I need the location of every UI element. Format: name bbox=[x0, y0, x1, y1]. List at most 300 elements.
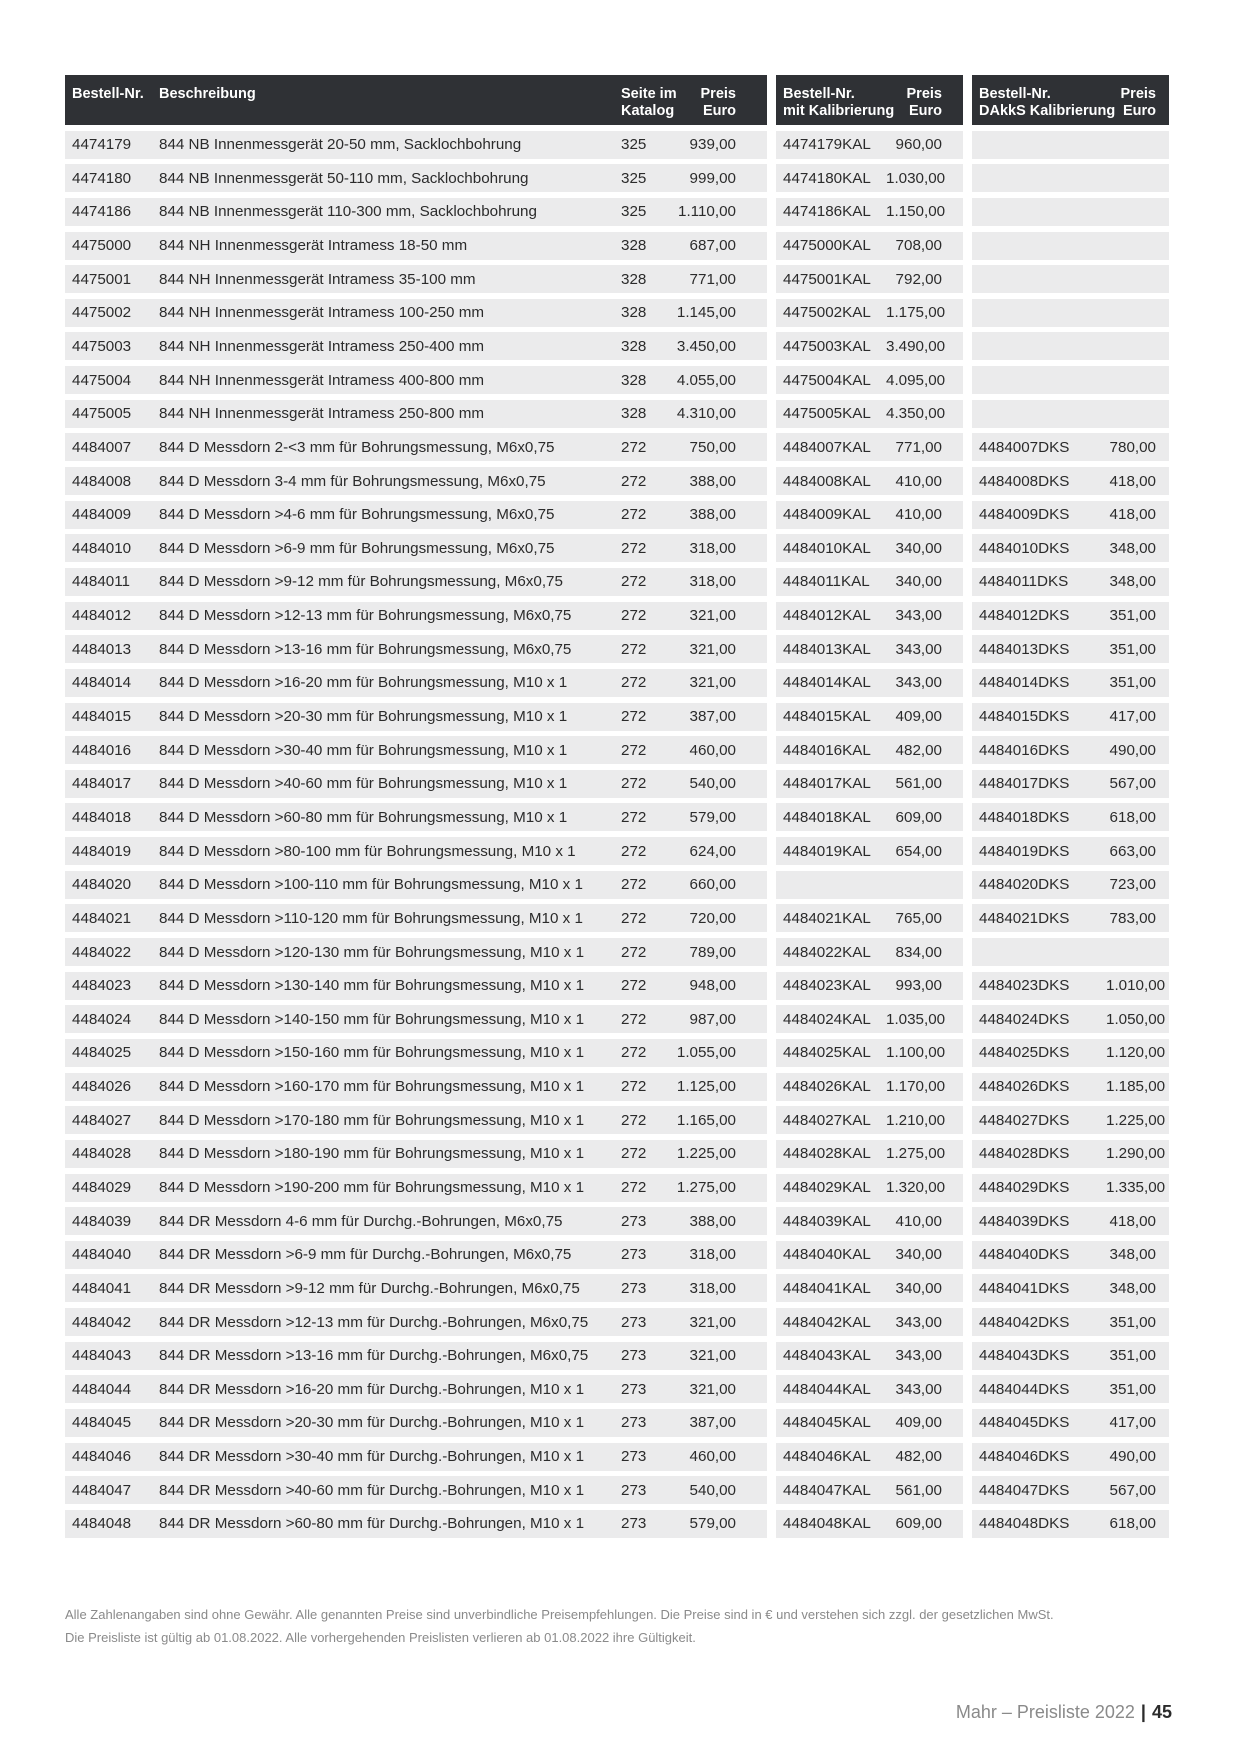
cell-cal-price: 1.170,00 bbox=[886, 1078, 946, 1096]
cell-dakks-order-number: 4484040DKS bbox=[979, 1246, 1070, 1264]
cell-dakks-order-number: 4484025DKS bbox=[979, 1044, 1070, 1062]
cell-dakks-order-number: 4484029DKS bbox=[979, 1179, 1070, 1196]
cell-dakks-order-number: 4484043DKS bbox=[979, 1347, 1070, 1365]
cell-cal-order-number: 4484017KAL bbox=[783, 775, 871, 793]
cell-price: 387,00 bbox=[689, 1414, 736, 1432]
cell-dakks-price: 348,00 bbox=[1109, 539, 1156, 557]
cell-dakks-order-number: 4484024DKS bbox=[979, 1010, 1070, 1028]
row-block-dakks bbox=[972, 736, 1169, 764]
cell-dakks-price: 618,00 bbox=[1109, 808, 1156, 826]
cell-dakks-price: 418,00 bbox=[1109, 1212, 1156, 1230]
cell-dakks-order-number: 4484012DKS bbox=[979, 607, 1070, 625]
table-row bbox=[65, 366, 1169, 394]
row-block-calibration bbox=[776, 871, 963, 899]
cell-catalog-page: 272 bbox=[621, 640, 647, 658]
cell-catalog-page: 273 bbox=[621, 1212, 647, 1230]
table-row bbox=[65, 164, 1169, 192]
table-row bbox=[65, 635, 1169, 663]
cell-cal-order-number: 4484026KAL bbox=[783, 1078, 871, 1096]
row-block-calibration bbox=[776, 1342, 963, 1370]
cell-price: 1.110,00 bbox=[678, 203, 736, 221]
cell-catalog-page: 272 bbox=[621, 775, 647, 793]
cell-price: 388,00 bbox=[689, 1212, 736, 1230]
cell-cal-price: 343,00 bbox=[895, 607, 942, 625]
cell-description: 844 D Messdorn >180-190 mm für Bohrungsmessung, M10 x 1 bbox=[159, 1145, 585, 1163]
cell-cal-price: 410,00 bbox=[895, 1212, 942, 1230]
row-block-calibration bbox=[776, 1241, 963, 1269]
row-block-main bbox=[65, 635, 767, 663]
cell-catalog-page: 328 bbox=[621, 237, 647, 255]
cell-dakks-price: 418,00 bbox=[1109, 472, 1156, 490]
row-block-main bbox=[65, 131, 767, 159]
footnote-line1: Alle Zahlenangaben sind ohne Gewähr. Alle genannten Preise sind unverbindliche Preisempfehlungen. Die Preise sind in € und verstehen sich zzgl. der gesetzlichen MwSt. bbox=[65, 1607, 1054, 1622]
cell-description: 844 DR Messdorn >60-80 mm für Durchg.-Bohrungen, M10 x 1 bbox=[159, 1515, 585, 1533]
cell-price: 1.275,00 bbox=[676, 1179, 736, 1196]
cell-cal-price: 561,00 bbox=[895, 775, 942, 793]
header-order-number: Bestell-Nr. bbox=[72, 86, 144, 102]
cell-cal-order-number: 4484015KAL bbox=[783, 708, 871, 726]
cell-description: 844 DR Messdorn >6-9 mm für Durchg.-Bohrungen, M6x0,75 bbox=[159, 1246, 572, 1264]
cell-catalog-page: 272 bbox=[621, 607, 647, 625]
row-block-calibration bbox=[776, 904, 963, 932]
cell-cal-price: 1.150,00 bbox=[886, 203, 946, 221]
cell-description: 844 D Messdorn 2-<3 mm für Bohrungsmessung, M6x0,75 bbox=[159, 438, 555, 456]
header-price-line2: Euro bbox=[702, 103, 736, 119]
row-block-calibration bbox=[776, 736, 963, 764]
cell-order-number: 4484044 bbox=[72, 1380, 132, 1398]
row-block-dakks bbox=[972, 265, 1169, 293]
cell-dakks-price: 663,00 bbox=[1109, 842, 1156, 860]
cell-cal-order-number: 4484011KAL bbox=[783, 573, 870, 591]
row-block-main bbox=[65, 803, 767, 831]
cell-cal-price: 340,00 bbox=[895, 573, 942, 591]
cell-dakks-order-number: 4484039DKS bbox=[979, 1212, 1070, 1230]
cell-order-number: 4484024 bbox=[72, 1010, 132, 1028]
cell-cal-order-number: 4475002KAL bbox=[783, 304, 871, 322]
cell-dakks-order-number: 4484007DKS bbox=[979, 438, 1070, 456]
cell-dakks-order-number: 4484028DKS bbox=[979, 1145, 1070, 1163]
header-cal-order-number-line1: Bestell-Nr. bbox=[783, 86, 855, 102]
cell-description: 844 D Messdorn >110-120 mm für Bohrungsmessung, M10 x 1 bbox=[159, 909, 583, 927]
cell-price: 540,00 bbox=[689, 1481, 736, 1499]
cell-dakks-price: 1.185,00 bbox=[1106, 1078, 1166, 1096]
cell-catalog-page: 325 bbox=[621, 136, 647, 154]
row-block-main bbox=[65, 1443, 767, 1471]
cell-cal-order-number: 4474179KAL bbox=[783, 136, 871, 154]
cell-cal-order-number: 4484014KAL bbox=[783, 674, 871, 692]
cell-order-number: 4484018 bbox=[72, 808, 132, 826]
row-block-dakks bbox=[972, 635, 1169, 663]
cell-catalog-page: 272 bbox=[621, 808, 647, 826]
cell-dakks-price: 723,00 bbox=[1109, 876, 1156, 894]
cell-catalog-page: 273 bbox=[621, 1380, 647, 1398]
cell-catalog-page: 328 bbox=[621, 304, 647, 322]
cell-catalog-page: 272 bbox=[621, 438, 647, 456]
cell-price: 1.055,00 bbox=[676, 1044, 736, 1062]
cell-cal-order-number: 4484010KAL bbox=[783, 539, 871, 557]
table-row bbox=[65, 1409, 1169, 1437]
cell-dakks-order-number: 4484016DKS bbox=[979, 741, 1070, 759]
cell-order-number: 4484021 bbox=[72, 909, 132, 927]
table-row bbox=[65, 703, 1169, 731]
row-block-dakks bbox=[972, 1106, 1169, 1134]
row-block-main bbox=[65, 1039, 767, 1067]
cell-order-number: 4484043 bbox=[72, 1347, 132, 1365]
table-row bbox=[65, 938, 1169, 966]
cell-description: 844 DR Messdorn >13-16 mm für Durchg.-Bohrungen, M6x0,75 bbox=[159, 1347, 589, 1365]
cell-dakks-order-number: 4484042DKS bbox=[979, 1313, 1070, 1331]
cell-order-number: 4484045 bbox=[72, 1414, 132, 1432]
cell-description: 844 D Messdorn >30-40 mm für Bohrungsmessung, M10 x 1 bbox=[159, 741, 568, 759]
cell-dakks-order-number: 4484048DKS bbox=[979, 1515, 1070, 1533]
cell-description: 844 D Messdorn 3-4 mm für Bohrungsmessung, M6x0,75 bbox=[159, 472, 546, 490]
cell-description: 844 NH Innenmessgerät Intramess 35-100 mm bbox=[159, 270, 476, 288]
row-block-dakks bbox=[972, 1443, 1169, 1471]
cell-dakks-order-number: 4484008DKS bbox=[979, 472, 1070, 490]
cell-description: 844 D Messdorn >6-9 mm für Bohrungsmessung, M6x0,75 bbox=[159, 539, 555, 557]
cell-cal-order-number: 4484040KAL bbox=[783, 1246, 871, 1264]
cell-catalog-page: 272 bbox=[621, 506, 647, 524]
row-block-calibration bbox=[776, 366, 963, 394]
cell-dakks-price: 783,00 bbox=[1109, 909, 1156, 927]
cell-price: 388,00 bbox=[689, 506, 736, 524]
cell-order-number: 4484022 bbox=[72, 943, 132, 961]
row-block-dakks bbox=[972, 703, 1169, 731]
header-catalog-page-line1: Seite im bbox=[621, 86, 677, 102]
cell-price: 321,00 bbox=[689, 1380, 736, 1398]
cell-price: 4.310,00 bbox=[676, 405, 736, 423]
table-row bbox=[65, 803, 1169, 831]
cell-cal-order-number: 4484018KAL bbox=[783, 808, 871, 826]
row-block-main bbox=[65, 938, 767, 966]
cell-order-number: 4484040 bbox=[72, 1246, 132, 1264]
cell-dakks-order-number: 4484017DKS bbox=[979, 775, 1070, 793]
page-footer-separator: | bbox=[1140, 1702, 1146, 1722]
row-block-calibration bbox=[776, 400, 963, 428]
cell-catalog-page: 272 bbox=[621, 674, 647, 692]
row-block-dakks bbox=[972, 1274, 1169, 1302]
cell-catalog-page: 272 bbox=[621, 539, 647, 557]
table-row bbox=[65, 534, 1169, 562]
cell-cal-price: 1.320,00 bbox=[886, 1179, 946, 1196]
cell-price: 1.165,00 bbox=[676, 1111, 736, 1129]
cell-catalog-page: 272 bbox=[621, 1145, 647, 1163]
row-block-dakks bbox=[972, 534, 1169, 562]
row-block-main bbox=[65, 232, 767, 260]
cell-catalog-page: 328 bbox=[621, 270, 647, 288]
table-row bbox=[65, 972, 1169, 1000]
cell-cal-order-number: 4484023KAL bbox=[783, 977, 871, 995]
cell-price: 460,00 bbox=[689, 1448, 736, 1466]
cell-cal-price: 4.095,00 bbox=[886, 371, 946, 389]
cell-price: 987,00 bbox=[689, 1010, 736, 1028]
cell-catalog-page: 273 bbox=[621, 1313, 647, 1331]
cell-dakks-price: 1.225,00 bbox=[1106, 1111, 1166, 1129]
table-row bbox=[65, 1274, 1169, 1302]
cell-order-number: 4484013 bbox=[72, 640, 132, 658]
cell-description: 844 D Messdorn >170-180 mm für Bohrungsmessung, M10 x 1 bbox=[159, 1111, 585, 1129]
row-block-calibration bbox=[776, 669, 963, 697]
cell-description: 844 NB Innenmessgerät 20-50 mm, Sacklochbohrung bbox=[159, 136, 522, 154]
table-row bbox=[65, 1443, 1169, 1471]
cell-cal-order-number: 4484044KAL bbox=[783, 1380, 871, 1398]
table-row bbox=[65, 265, 1169, 293]
cell-price: 750,00 bbox=[689, 438, 736, 456]
cell-catalog-page: 272 bbox=[621, 573, 647, 591]
row-block-dakks bbox=[972, 770, 1169, 798]
cell-cal-order-number: 4475001KAL bbox=[783, 270, 871, 288]
table-header bbox=[65, 75, 1169, 125]
row-block-calibration bbox=[776, 770, 963, 798]
table-row bbox=[65, 1140, 1169, 1168]
cell-catalog-page: 272 bbox=[621, 708, 647, 726]
cell-cal-order-number: 4484042KAL bbox=[783, 1313, 871, 1331]
cell-price: 318,00 bbox=[689, 539, 736, 557]
cell-cal-price: 654,00 bbox=[895, 842, 942, 860]
cell-dakks-price: 418,00 bbox=[1109, 506, 1156, 524]
row-block-calibration bbox=[776, 501, 963, 529]
header-dakks-order-number bbox=[972, 75, 1116, 125]
row-block-calibration bbox=[776, 1005, 963, 1033]
cell-cal-order-number: 4484039KAL bbox=[783, 1212, 871, 1230]
row-block-dakks bbox=[972, 1140, 1169, 1168]
cell-dakks-price: 1.050,00 bbox=[1106, 1010, 1166, 1028]
table-row bbox=[65, 501, 1169, 529]
cell-price: 460,00 bbox=[689, 741, 736, 759]
cell-order-number: 4484028 bbox=[72, 1145, 132, 1163]
cell-catalog-page: 273 bbox=[621, 1515, 647, 1533]
cell-cal-order-number: 4474180KAL bbox=[783, 169, 871, 187]
cell-description: 844 DR Messdorn >9-12 mm für Durchg.-Bohrungen, M6x0,75 bbox=[159, 1279, 580, 1297]
footnote-line2: Die Preisliste ist gültig ab 01.08.2022. Alle vorhergehenden Preislisten verlieren ab 01.08.2022 ihre Gültigkeit. bbox=[65, 1630, 696, 1645]
cell-description: 844 NB Innenmessgerät 110-300 mm, Sacklochbohrung bbox=[159, 203, 537, 221]
cell-cal-order-number: 4484012KAL bbox=[783, 607, 871, 625]
row-block-dakks bbox=[972, 299, 1169, 327]
header-cal-price-line1: Preis bbox=[906, 86, 942, 102]
cell-dakks-price: 1.120,00 bbox=[1106, 1044, 1166, 1062]
header-price-line1: Preis bbox=[700, 86, 736, 102]
cell-dakks-price: 490,00 bbox=[1109, 741, 1156, 759]
row-block-calibration bbox=[776, 1308, 963, 1336]
cell-cal-order-number: 4484007KAL bbox=[783, 438, 871, 456]
cell-order-number: 4474180 bbox=[72, 169, 132, 187]
cell-dakks-order-number: 4484021DKS bbox=[979, 909, 1070, 927]
row-block-dakks bbox=[972, 332, 1169, 360]
cell-cal-price: 340,00 bbox=[895, 539, 942, 557]
table-body bbox=[65, 131, 1169, 1538]
cell-description: 844 NH Innenmessgerät Intramess 18-50 mm bbox=[159, 237, 468, 255]
cell-description: 844 NB Innenmessgerät 50-110 mm, Sacklochbohrung bbox=[159, 169, 529, 187]
row-block-calibration bbox=[776, 433, 963, 461]
table-row bbox=[65, 1174, 1169, 1202]
cell-cal-price: 343,00 bbox=[895, 640, 942, 658]
cell-cal-price: 765,00 bbox=[895, 909, 942, 927]
row-block-calibration bbox=[776, 837, 963, 865]
page-footer bbox=[956, 1702, 1172, 1723]
cell-description: 844 DR Messdorn >12-13 mm für Durchg.-Bohrungen, M6x0,75 bbox=[159, 1313, 589, 1331]
cell-dakks-price: 490,00 bbox=[1109, 1448, 1156, 1466]
cell-price: 789,00 bbox=[689, 943, 736, 961]
cell-dakks-price: 351,00 bbox=[1109, 674, 1156, 692]
cell-description: 844 D Messdorn >120-130 mm für Bohrungsmessung, M10 x 1 bbox=[159, 943, 585, 961]
cell-catalog-page: 272 bbox=[621, 1179, 647, 1196]
cell-cal-order-number: 4475005KAL bbox=[783, 405, 871, 423]
table-row bbox=[65, 1510, 1169, 1538]
row-block-dakks bbox=[972, 871, 1169, 899]
row-block-main bbox=[65, 534, 767, 562]
row-block-dakks bbox=[972, 164, 1169, 192]
cell-cal-price: 482,00 bbox=[895, 1448, 942, 1466]
cell-dakks-order-number: 4484023DKS bbox=[979, 977, 1070, 995]
footnote bbox=[65, 1603, 1054, 1649]
cell-cal-price: 1.035,00 bbox=[886, 1010, 946, 1028]
cell-description: 844 D Messdorn >80-100 mm für Bohrungsmessung, M10 x 1 bbox=[159, 842, 576, 860]
cell-price: 1.145,00 bbox=[676, 304, 736, 322]
cell-order-number: 4474186 bbox=[72, 203, 132, 221]
cell-order-number: 4484026 bbox=[72, 1078, 132, 1096]
cell-cal-price: 3.490,00 bbox=[886, 337, 946, 355]
cell-description: 844 D Messdorn >9-12 mm für Bohrungsmessung, M6x0,75 bbox=[159, 573, 563, 591]
cell-dakks-price: 348,00 bbox=[1109, 1246, 1156, 1264]
row-block-calibration bbox=[776, 131, 963, 159]
table-row bbox=[65, 1308, 1169, 1336]
cell-price: 948,00 bbox=[689, 977, 736, 995]
row-block-dakks bbox=[972, 1308, 1169, 1336]
table-row bbox=[65, 131, 1169, 159]
row-block-calibration bbox=[776, 602, 963, 630]
row-block-dakks bbox=[972, 1005, 1169, 1033]
row-block-dakks bbox=[972, 1039, 1169, 1067]
cell-description: 844 DR Messdorn 4-6 mm für Durchg.-Bohrungen, M6x0,75 bbox=[159, 1212, 563, 1230]
row-block-dakks bbox=[972, 1409, 1169, 1437]
row-block-dakks bbox=[972, 400, 1169, 428]
cell-order-number: 4475005 bbox=[72, 405, 132, 423]
cell-cal-price: 561,00 bbox=[895, 1481, 942, 1499]
row-block-calibration bbox=[776, 803, 963, 831]
cell-dakks-order-number: 4484015DKS bbox=[979, 708, 1070, 726]
cell-description: 844 D Messdorn >140-150 mm für Bohrungsmessung, M10 x 1 bbox=[159, 1010, 585, 1028]
row-block-calibration bbox=[776, 1409, 963, 1437]
cell-catalog-page: 272 bbox=[621, 909, 647, 927]
table-row bbox=[65, 1106, 1169, 1134]
cell-cal-order-number: 4484028KAL bbox=[783, 1145, 871, 1163]
cell-order-number: 4484011 bbox=[72, 573, 130, 591]
cell-order-number: 4484042 bbox=[72, 1313, 132, 1331]
row-block-dakks bbox=[972, 602, 1169, 630]
row-block-main bbox=[65, 501, 767, 529]
cell-description: 844 NH Innenmessgerät Intramess 100-250 mm bbox=[159, 304, 484, 322]
cell-catalog-page: 272 bbox=[621, 1078, 647, 1096]
row-block-calibration bbox=[776, 299, 963, 327]
cell-dakks-order-number: 4484046DKS bbox=[979, 1448, 1070, 1466]
row-block-main bbox=[65, 1274, 767, 1302]
cell-catalog-page: 272 bbox=[621, 1111, 647, 1129]
row-block-calibration bbox=[776, 938, 963, 966]
row-block-calibration bbox=[776, 1510, 963, 1538]
cell-cal-order-number: 4484043KAL bbox=[783, 1347, 871, 1365]
cell-description: 844 D Messdorn >150-160 mm für Bohrungsmessung, M10 x 1 bbox=[159, 1044, 585, 1062]
cell-catalog-page: 328 bbox=[621, 405, 647, 423]
row-block-calibration bbox=[776, 332, 963, 360]
cell-order-number: 4484014 bbox=[72, 674, 132, 692]
cell-catalog-page: 273 bbox=[621, 1246, 647, 1264]
cell-price: 318,00 bbox=[689, 573, 736, 591]
cell-description: 844 NH Innenmessgerät Intramess 400-800 mm bbox=[159, 371, 484, 389]
cell-cal-price: 708,00 bbox=[895, 237, 942, 255]
cell-cal-price: 410,00 bbox=[895, 506, 942, 524]
cell-price: 387,00 bbox=[689, 708, 736, 726]
cell-cal-order-number: 4484021KAL bbox=[783, 909, 871, 927]
cell-cal-price: 993,00 bbox=[895, 977, 942, 995]
table-row bbox=[65, 837, 1169, 865]
row-block-dakks bbox=[972, 803, 1169, 831]
cell-cal-price: 834,00 bbox=[895, 943, 942, 961]
cell-dakks-order-number: 4484009DKS bbox=[979, 506, 1070, 524]
cell-dakks-price: 417,00 bbox=[1109, 708, 1156, 726]
cell-dakks-order-number: 4484011DKS bbox=[979, 573, 1069, 591]
row-block-main bbox=[65, 1241, 767, 1269]
table-row bbox=[65, 1005, 1169, 1033]
row-block-dakks bbox=[972, 669, 1169, 697]
cell-price: 321,00 bbox=[689, 1347, 736, 1365]
cell-cal-price: 482,00 bbox=[895, 741, 942, 759]
cell-dakks-price: 417,00 bbox=[1109, 1414, 1156, 1432]
cell-order-number: 4484046 bbox=[72, 1448, 132, 1466]
row-block-main bbox=[65, 1308, 767, 1336]
cell-catalog-page: 272 bbox=[621, 472, 647, 490]
cell-catalog-page: 272 bbox=[621, 1010, 647, 1028]
row-block-calibration bbox=[776, 198, 963, 226]
cell-order-number: 4484027 bbox=[72, 1111, 132, 1129]
cell-catalog-page: 273 bbox=[621, 1448, 647, 1466]
table-row bbox=[65, 904, 1169, 932]
header-block-dakks bbox=[972, 75, 1169, 125]
cell-description: 844 NH Innenmessgerät Intramess 250-400 mm bbox=[159, 337, 484, 355]
table-row bbox=[65, 467, 1169, 495]
header-cal-price bbox=[879, 75, 949, 125]
cell-catalog-page: 273 bbox=[621, 1279, 647, 1297]
header-cal-order-number-line2: mit Kalibrierung bbox=[783, 103, 895, 119]
cell-cal-price: 1.275,00 bbox=[886, 1145, 946, 1163]
cell-price: 999,00 bbox=[689, 169, 736, 187]
cell-dakks-price: 351,00 bbox=[1109, 1380, 1156, 1398]
cell-order-number: 4475003 bbox=[72, 337, 132, 355]
cell-cal-order-number: 4484029KAL bbox=[783, 1179, 871, 1196]
header-dakks-order-number-line1: Bestell-Nr. bbox=[979, 86, 1051, 102]
cell-order-number: 4474179 bbox=[72, 136, 132, 154]
table-row bbox=[65, 1375, 1169, 1403]
row-block-main bbox=[65, 400, 767, 428]
row-block-calibration bbox=[776, 1443, 963, 1471]
cell-price: 660,00 bbox=[689, 876, 736, 894]
row-block-dakks bbox=[972, 837, 1169, 865]
cell-catalog-page: 272 bbox=[621, 741, 647, 759]
table-row bbox=[65, 1039, 1169, 1067]
row-block-dakks bbox=[972, 1174, 1169, 1202]
row-block-main bbox=[65, 1106, 767, 1134]
header-block-calibration bbox=[776, 75, 963, 125]
row-block-dakks bbox=[972, 904, 1169, 932]
table-row bbox=[65, 232, 1169, 260]
page-footer-title: Mahr – Preisliste 2022 bbox=[955, 1702, 1135, 1722]
cell-dakks-price: 1.335,00 bbox=[1106, 1179, 1166, 1196]
cell-price: 579,00 bbox=[689, 1515, 736, 1533]
row-block-calibration bbox=[776, 534, 963, 562]
cell-cal-price: 340,00 bbox=[895, 1279, 942, 1297]
cell-price: 1.125,00 bbox=[676, 1078, 736, 1096]
cell-cal-price: 409,00 bbox=[895, 708, 942, 726]
table-row bbox=[65, 770, 1169, 798]
